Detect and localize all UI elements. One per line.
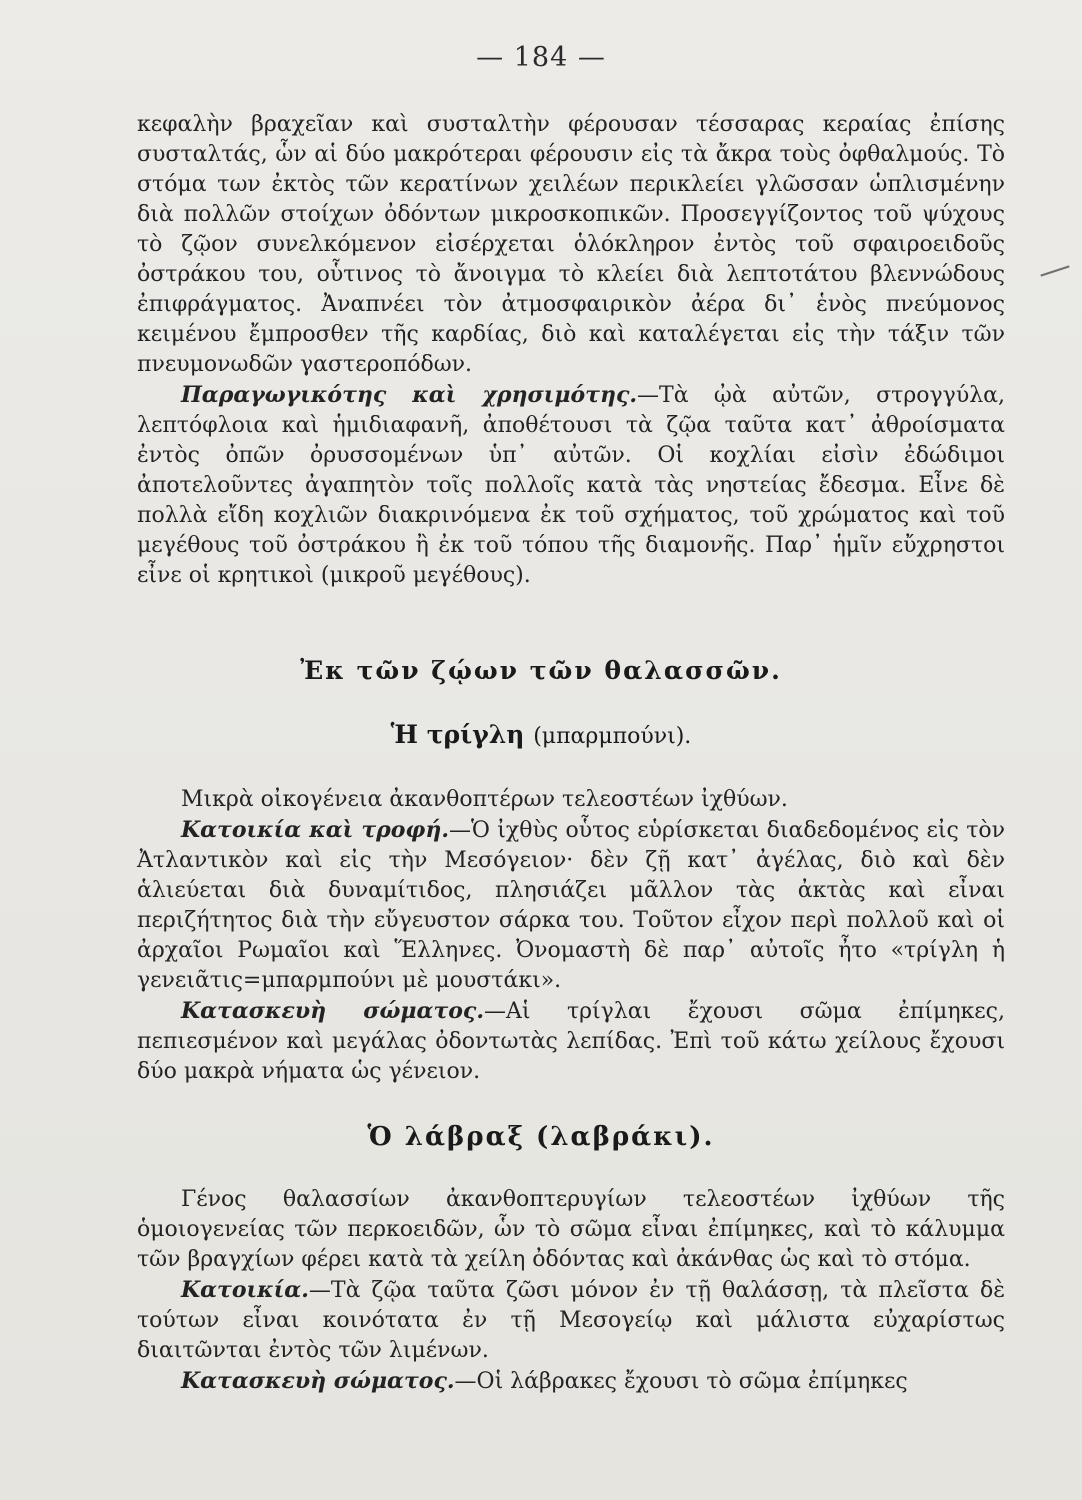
trigli-name: Ἡ τρίγλη: [390, 720, 525, 749]
page-number: — 184 —: [476, 42, 606, 73]
lavrax-body-text: —Οἱ λάβρακες ἔχουσι τὸ σῶμα ἐπίμηκες: [454, 1369, 908, 1394]
trigli-common-name: (μπαρμπούνι).: [533, 724, 692, 749]
trigli-body-term: Κατασκευὴ σώματος.: [181, 998, 484, 1024]
marine-animals-heading: Ἐκ τῶν ζῴων τῶν θαλασσῶν.: [300, 656, 782, 685]
trigli-body-paragraph: [137, 996, 1005, 1087]
productivity-text: —Τὰ ᾠὰ αὐτῶν, στρογγύλα, λεπτόφλοια καὶ ἡμιδιαφανῆ, ἀποθέτουσι τὰ ζῷα ταῦτα κατ᾽ ἀθροίσματα ἐντὸς ὀπῶν ὀρυσσομένων ὑπ᾽ αὐτῶν. Οἱ κοχλίαι εἰσὶν ἐδώδιμοι ἀποτελοῦντες ἀγαπητὸν τοῖς πολλοῖς κατὰ τὰς νηστείας ἔδεσμα. Εἶνε δὲ πολλὰ εἴδη κοχλιῶν διακρινόμενα ἐκ τοῦ σχήματος, τοῦ χρώματος καὶ τοῦ μεγέθους τοῦ ὀστράκου ἢ ἐκ τοῦ τόπου τῆς διαμονῆς. Παρ᾽ ἡμῖν εὔχρηστοι εἶνε οἱ κρητικοὶ (μικροῦ μεγέθους).: [137, 383, 1005, 588]
lavrax-section-text: [137, 1185, 1005, 1397]
productivity-paragraph: [137, 380, 1005, 591]
lavrax-body-paragraph: [137, 1366, 1005, 1397]
trigli-habitat-text: —Ὁ ἰχθὺς οὗτος εὑρίσκεται διαδεδομένος εἰς τὸν Ἀτλαντικὸν καὶ εἰς τὴν Μεσόγειον· δὲν ζῇ κατ᾽ ἀγέλας, διὸ καὶ δὲν ἁλιεύεται διὰ δυναμίτιδος, πλησιάζει μᾶλλον τὰς ἀκτὰς καὶ εἶναι περιζήτητος διὰ τὴν εὔγευστον σάρκα του. Τοῦτον εἶχον περὶ πολλοῦ καὶ οἱ ἀρχαῖοι Ρωμαῖοι καὶ Ἕλληνες. Ὀνομαστὴ δὲ παρ᾽ αὐτοῖς ἦτο «τρίγλη ἡ γενειᾶτις=μπαρμπούνι μὲ μουστάκι».: [137, 818, 1005, 993]
trigli-body-text: —Αἱ τρίγλαι ἔχουσι σῶμα ἐπίμηκες, πεπιεσμένον καὶ μεγάλας ὀδοντωτὰς λεπίδας. Ἐπὶ τοῦ κάτω χείλους ἔχουσι δύο μακρὰ νήματα ὡς γένειον.: [137, 999, 1005, 1084]
snail-anatomy-paragraph: κεφαλὴν βραχεῖαν καὶ συσταλτὴν φέρουσαν τέσσαρας κεραίας ἐπίσης συσταλτάς, ὧν αἱ δύο μακρότεραι φέρουσιν εἰς τὰ ἄκρα τοὺς ὀφθαλμούς. Τὸ στόμα των ἐκτὸς τῶν κερατίνων χειλέων περικλείει γλῶσσαν ὡπλισμένην διὰ πολλῶν στοίχων ὀδόντων μικροσκοπικῶν. Προσεγγίζοντος τοῦ ψύχους τὸ ζῷον συνελκόμενον εἰσέρχεται ὁλόκληρον ἐντὸς τοῦ σφαιροειδοῦς ὀστράκου του, οὗτινος τὸ ἄνοιγμα τὸ κλείει διὰ λεπτοτάτου βλεννώδους ἐπιφράγματος. Ἀναπνέει τὸν ἀτμοσφαιρικὸν ἀέρα δι᾽ ἑνὸς πνεύμονος κειμένου ἔμπροσθεν τῆς καρδίας, διὸ καὶ καταλέγεται εἰς τὴν τάξιν τῶν πνευμονωδῶν γαστεροπόδων.: [137, 112, 1005, 377]
lavrax-habitat-paragraph: [137, 1275, 1005, 1366]
lavrax-habitat-term: Κατοικία.: [181, 1277, 309, 1303]
trigli-habitat-term: Κατοικία καὶ τροφή.: [181, 817, 449, 843]
trigli-family-paragraph: Μικρὰ οἰκογένεια ἀκανθοπτέρων τελεοστέων ἰχθύων.: [181, 787, 788, 812]
productivity-term: Παραγωγικότης καὶ χρησιμότης.: [181, 382, 638, 408]
lavrax-habitat-text: —Τὰ ζῷα ταῦτα ζῶσι μόνον ἐν τῇ θαλάσσῃ, τὰ πλεῖστα δὲ τούτων εἶναι κοινότατα ἐν τῇ Μεσογείῳ καὶ μάλιστα εὐχαρίστως διαιτῶνται ἐντὸς τῶν λιμένων.: [137, 1278, 1005, 1363]
trigli-heading: [0, 720, 1082, 749]
lavrax-heading: Ὁ λάβραξ (λαβράκι).: [367, 1122, 715, 1152]
trigli-section-text: [137, 785, 1005, 1087]
trigli-habitat-paragraph: [137, 815, 1005, 996]
lavrax-intro-paragraph: Γένος θαλασσίων ἀκανθοπτερυγίων τελεοστέων ἰχθύων τῆς ὁμοιογενείας τῶν περκοειδῶν, ὧν τὸ σῶμα εἶναι ἐπίμηκες, καὶ τὸ κάλυμμα τῶν βραγχίων φέρει κατὰ τὰ χείλη ὀδόντας καὶ ἀκάνθας ὡς καὶ τὸ στόμα.: [137, 1187, 1005, 1272]
bleed-through-mark: [1040, 265, 1069, 276]
snail-continuation-text: [137, 110, 1005, 591]
lavrax-body-term: Κατασκευὴ σώματος.: [181, 1368, 455, 1394]
